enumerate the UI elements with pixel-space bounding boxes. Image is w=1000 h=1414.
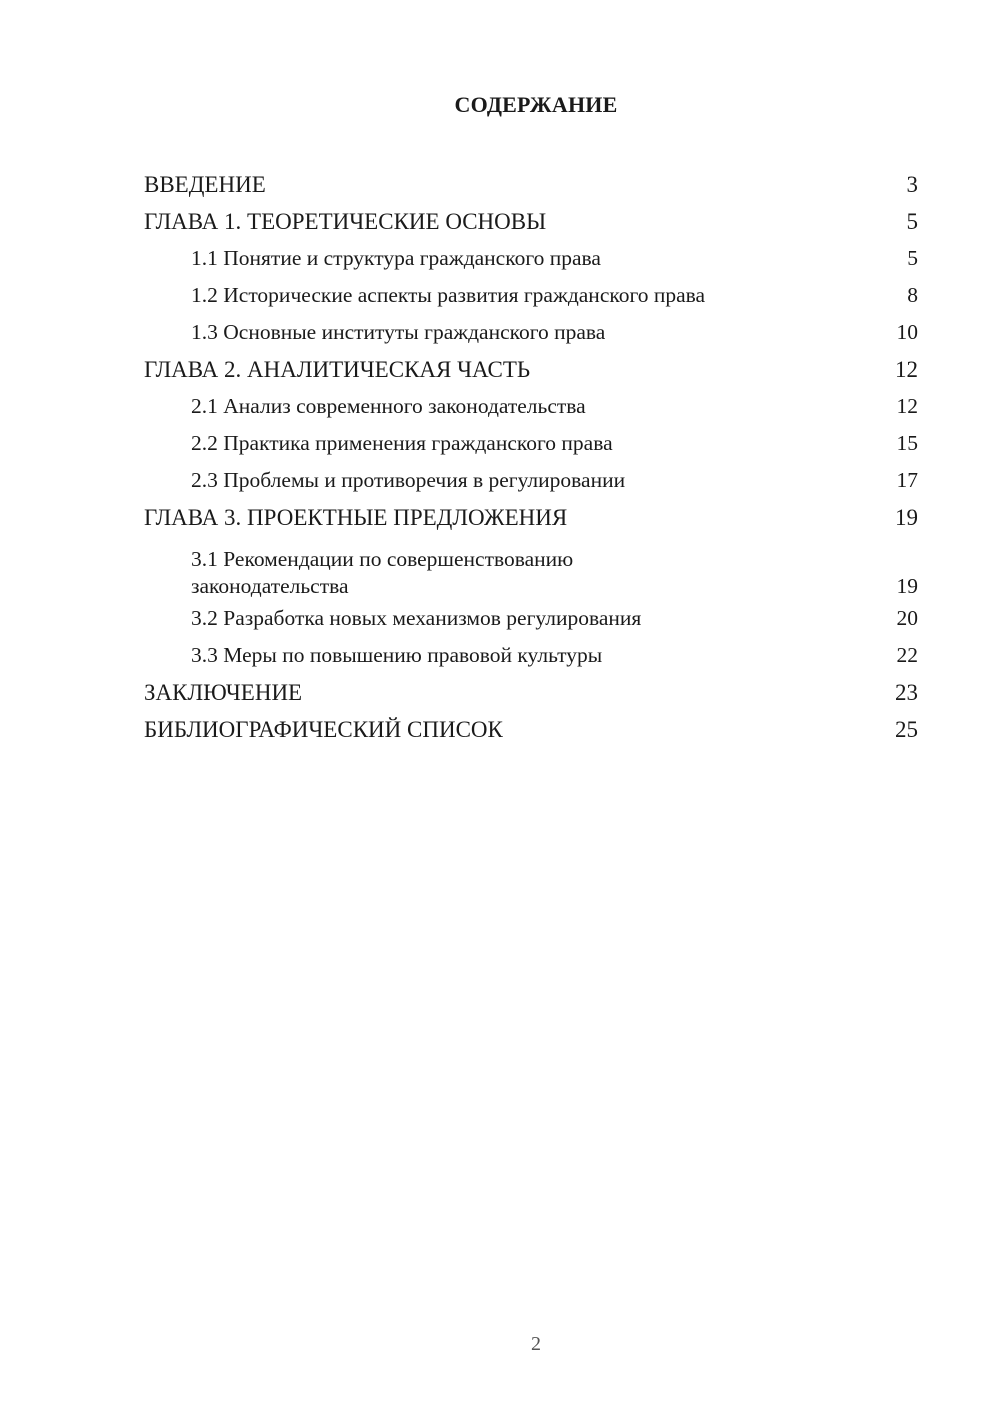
- toc-entry-page: 25: [895, 717, 918, 742]
- toc-entry-page: 12: [896, 394, 918, 418]
- toc-subsection-entry[interactable]: [144, 637, 918, 674]
- toc-subsection-entry[interactable]: [144, 425, 918, 462]
- toc-subsection-entry[interactable]: [144, 314, 918, 351]
- toc-entry-title: 3.1 Рекомендации по совершенствованию законодательства: [191, 547, 574, 598]
- toc-entry-page: 19: [895, 505, 918, 530]
- page-number: 2: [531, 1333, 541, 1355]
- toc-entry-title: ВВЕДЕНИЕ: [144, 172, 266, 197]
- toc-entry-page: 12: [895, 357, 918, 382]
- toc-entry-title: 1.2 Исторические аспекты развития гражданского права: [191, 283, 706, 307]
- toc-entry-title: ГЛАВА 3. ПРОЕКТНЫЕ ПРЕДЛОЖЕНИЯ: [144, 505, 568, 530]
- toc-entry-title: ЗАКЛЮЧЕНИЕ: [144, 680, 303, 705]
- toc-subsection-entry[interactable]: [144, 277, 918, 314]
- toc-subsection-entry[interactable]: [144, 536, 918, 600]
- toc-entry-page: 5: [906, 209, 918, 234]
- toc-entry-page: 17: [896, 468, 918, 492]
- toc-subsection-entry[interactable]: [144, 600, 918, 637]
- table-of-contents: [144, 166, 918, 748]
- toc-section-entry[interactable]: [144, 499, 918, 536]
- toc-entry-title: 1.3 Основные институты гражданского права: [191, 320, 606, 344]
- toc-entry-title: 1.1 Понятие и структура гражданского права: [191, 246, 601, 270]
- toc-entry-page: 3: [906, 172, 918, 197]
- toc-entry-title: БИБЛИОГРАФИЧЕСКИЙ СПИСОК: [144, 717, 503, 742]
- toc-entry-title: 2.2 Практика применения гражданского права: [191, 431, 613, 455]
- toc-section-entry[interactable]: [144, 711, 918, 748]
- toc-entry-title: ГЛАВА 2. АНАЛИТИЧЕСКАЯ ЧАСТЬ: [144, 357, 531, 382]
- toc-entry-title: 2.3 Проблемы и противоречия в регулировании: [191, 468, 626, 492]
- toc-entry-page: 22: [896, 643, 918, 667]
- toc-entry-title: 2.1 Анализ современного законодательства: [191, 394, 586, 418]
- toc-section-entry[interactable]: [144, 166, 918, 203]
- toc-entry-title: 3.2 Разработка новых механизмов регулирования: [191, 606, 642, 630]
- toc-entry-title: ГЛАВА 1. ТЕОРЕТИЧЕСКИЕ ОСНОВЫ: [144, 209, 547, 234]
- toc-entry-page: 20: [896, 606, 918, 630]
- toc-entry-page: 10: [896, 320, 918, 344]
- toc-section-entry[interactable]: [144, 203, 918, 240]
- toc-subsection-entry[interactable]: [144, 388, 918, 425]
- toc-subsection-entry[interactable]: [144, 240, 918, 277]
- toc-entry-page: 5: [907, 246, 918, 270]
- toc-entry-page: 23: [895, 680, 918, 705]
- toc-entry-page: 19: [896, 574, 918, 598]
- toc-entry-page: 8: [907, 283, 918, 307]
- page-title: СОДЕРЖАНИЕ: [454, 92, 618, 117]
- toc-section-entry[interactable]: [144, 674, 918, 711]
- toc-section-entry[interactable]: [144, 351, 918, 388]
- toc-entry-page: 15: [896, 431, 918, 455]
- toc-subsection-entry[interactable]: [144, 462, 918, 499]
- toc-entry-title: 3.3 Меры по повышению правовой культуры: [191, 643, 603, 667]
